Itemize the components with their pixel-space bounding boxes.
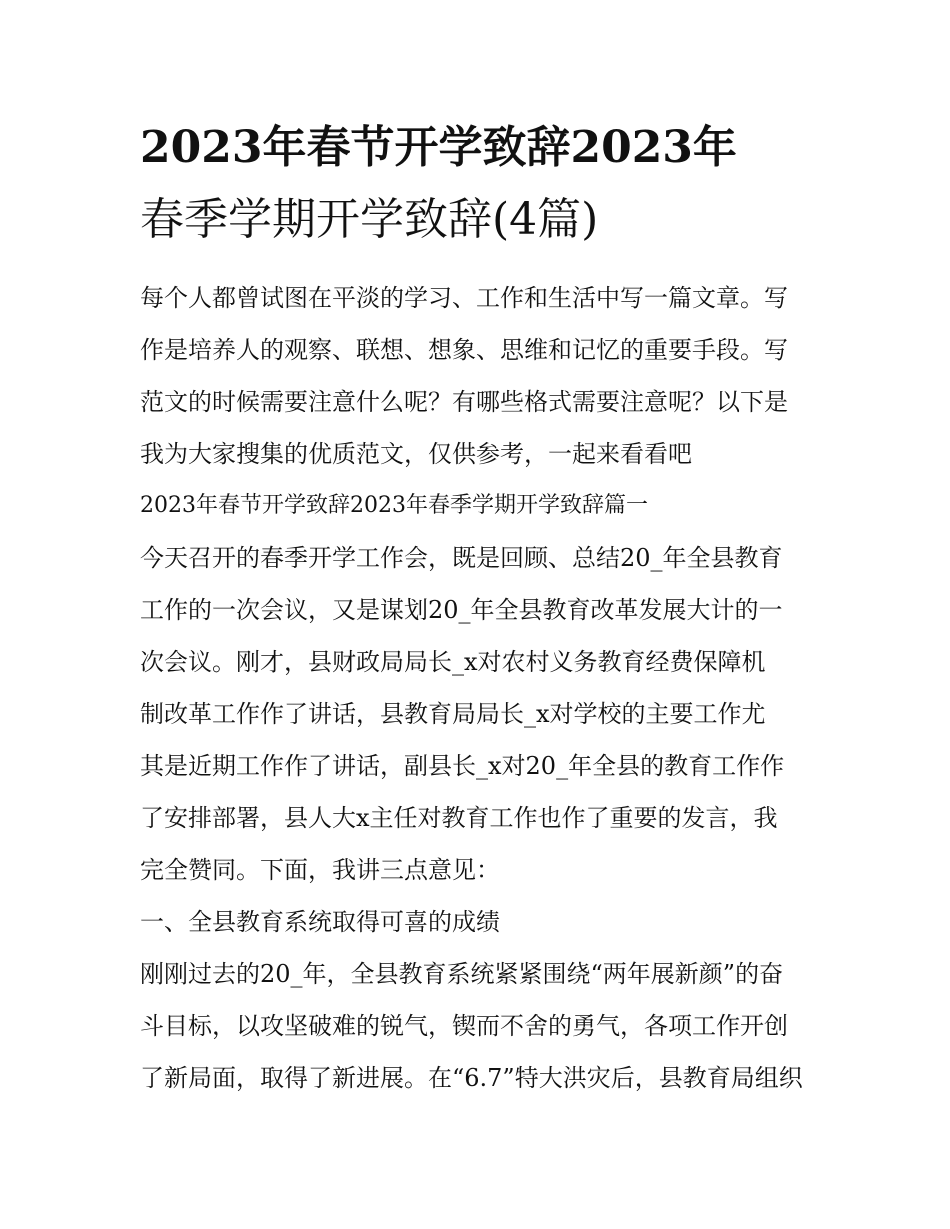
body-line: 次会议。刚才，县财政局局长_x对农村义务教育经费保障机 (140, 648, 766, 676)
body-line: 今天召开的春季开学工作会，既是回顾、总结20_年全县教育 (140, 544, 783, 572)
document-title (140, 112, 840, 256)
document-body (140, 272, 820, 1104)
body-line: 了安排部署，县人大x主任对教育工作也作了重要的发言，我 (140, 804, 778, 832)
body-line: 其是近期工作作了讲话，副县长_x对20_年全县的教育工作作 (140, 752, 785, 780)
body-line: 每个人都曾试图在平淡的学习、工作和生活中写一篇文章。写 (140, 284, 788, 312)
body-line: 斗目标，以攻坚破难的锐气，锲而不舍的勇气，各项工作开创 (140, 1012, 788, 1040)
body-line: 作是培养人的观察、联想、想象、思维和记忆的重要手段。写 (140, 336, 788, 364)
body-line: 我为大家搜集的优质范文，仅供参考，一起来看看吧 (140, 440, 692, 468)
body-line: 了新局面，取得了新进展。在“6.7”特大洪灾后，县教育局组织 (140, 1064, 803, 1092)
body-line: 制改革工作作了讲话，县教育局局长_x对学校的主要工作尤 (140, 700, 766, 728)
subheading-line: 一、全县教育系统取得可喜的成绩 (140, 908, 500, 936)
title-line-2: 春季学期开学致辞(4篇) (140, 194, 599, 245)
section-heading: 2023年春节开学致辞2023年春季学期开学致辞篇一 (140, 493, 648, 518)
body-line: 范文的时候需要注意什么呢？有哪些格式需要注意呢？以下是 (140, 388, 788, 416)
body-line: 完全赞同。下面，我讲三点意见： (140, 856, 500, 884)
body-line: 工作的一次会议，又是谋划20_年全县教育改革发展大计的一 (140, 596, 783, 624)
title-line-1: 2023年春节开学致辞2023年 (140, 122, 737, 173)
body-line: 刚刚过去的20_年，全县教育系统紧紧围绕“两年展新颜”的奋 (140, 960, 784, 988)
